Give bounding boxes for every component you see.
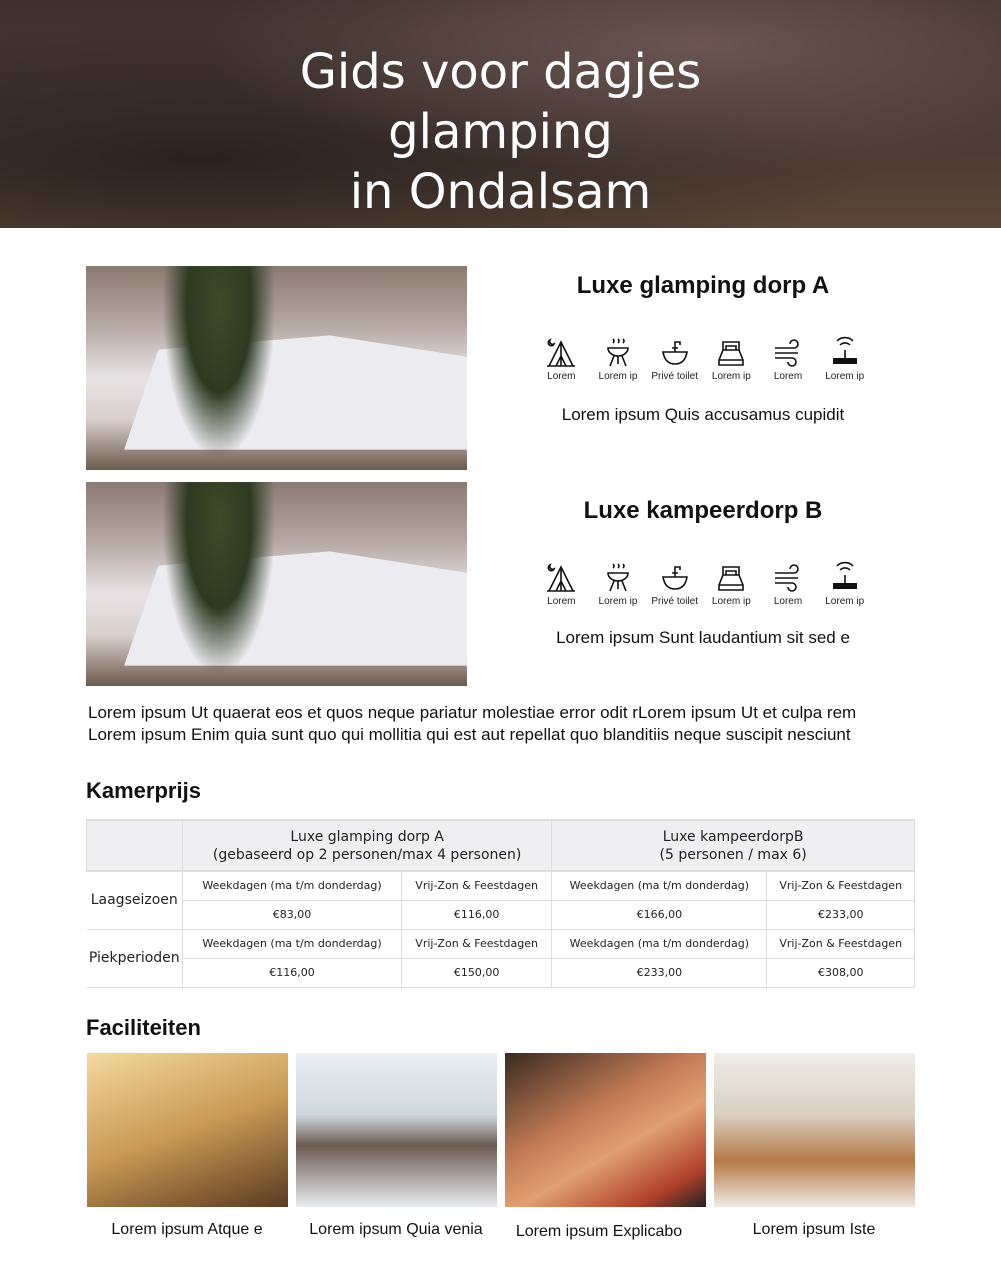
amenity-item	[816, 336, 873, 382]
table-row	[87, 958, 915, 987]
price-cell: €116,00	[402, 900, 552, 929]
day-type-cell: Weekdagen (ma t/m donderdag)	[183, 929, 402, 958]
sink-icon	[659, 336, 691, 368]
facility-photo-bathroom	[714, 1053, 915, 1207]
price-cell: €83,00	[183, 900, 402, 929]
wifi-router-icon	[829, 561, 861, 593]
price-cell: €308,00	[767, 958, 915, 987]
card-description: Lorem ipsum Sunt laudantium sit sed e	[556, 628, 850, 647]
amenity-item	[533, 561, 590, 607]
pricing-heading: Kamerprijs	[86, 778, 201, 803]
season-label: Laagseizoen	[87, 871, 183, 929]
bed-icon	[715, 561, 747, 593]
header-line: Luxe glamping dorp A	[290, 828, 444, 845]
bbq-grill-icon	[602, 336, 634, 368]
day-type-cell: Weekdagen (ma t/m donderdag)	[552, 929, 767, 958]
empty-cell	[87, 820, 183, 871]
bbq-grill-icon	[602, 561, 634, 593]
sink-icon	[659, 561, 691, 593]
amenity-item	[760, 561, 817, 607]
price-cell: €233,00	[552, 958, 767, 987]
amenity-label: Lorem ip	[825, 371, 865, 382]
table-row	[87, 871, 915, 900]
header-line: (gebaseerd op 2 personen/max 4 personen)	[212, 846, 522, 863]
facility-photo-kettle	[87, 1053, 288, 1207]
day-type-cell: Vrij-Zon & Feestdagen	[767, 929, 915, 958]
facilities-heading: Faciliteiten	[86, 1015, 201, 1040]
amenity-item	[590, 336, 647, 382]
amenity-label: Lorem ip	[825, 596, 865, 607]
paragraph-line: Lorem ipsum Ut quaerat eos et quos neque pariatur molestiae error odit rLorem ipsum Ut et culpa rem	[88, 703, 857, 722]
paragraph-line: Lorem ipsum Enim quia sunt quo qui mollitia qui est aut repellat quo blanditiis neque suscipit nesciunt	[88, 725, 851, 744]
facility-caption: Lorem ipsum Explicabo	[515, 1223, 683, 1240]
amenity-label: Lorem ip	[598, 371, 638, 382]
facility-caption: Lorem ipsum Quia venia	[309, 1221, 483, 1238]
card-description: Lorem ipsum Quis accusamus cupidit	[561, 405, 845, 424]
wind-icon	[772, 336, 804, 368]
table-row	[87, 900, 915, 929]
amenities-row	[533, 336, 873, 382]
amenity-label: Lorem ip	[711, 596, 751, 607]
facility-photo-couple	[296, 1053, 497, 1207]
amenity-label: Lorem ip	[598, 596, 638, 607]
title-line: in Ondalsam	[349, 164, 652, 220]
glamping-b-photo	[86, 482, 467, 686]
amenity-item	[533, 336, 590, 382]
col-header-a	[183, 820, 552, 871]
card-title: Luxe kampeerdorp B	[583, 497, 823, 524]
price-cell: €166,00	[552, 900, 767, 929]
wind-icon	[772, 561, 804, 593]
header-line: (5 personen / max 6)	[659, 846, 807, 863]
hero-banner	[0, 0, 1001, 228]
price-cell: €150,00	[402, 958, 552, 987]
bed-icon	[715, 336, 747, 368]
amenity-item	[816, 561, 873, 607]
price-cell: €116,00	[183, 958, 402, 987]
amenity-item	[646, 561, 703, 607]
amenity-label: Lorem ip	[711, 371, 751, 382]
header-line: Luxe kampeerdorpB	[662, 828, 804, 845]
amenity-item	[646, 336, 703, 382]
amenity-item	[703, 336, 760, 382]
amenities-row	[533, 561, 873, 607]
amenity-label: Lorem	[773, 371, 803, 382]
tent-night-icon	[545, 561, 577, 593]
pricing-table	[86, 819, 915, 988]
title-line: Gids voor dagjes	[299, 44, 702, 100]
facility-caption: Lorem ipsum Iste	[752, 1221, 876, 1238]
day-type-cell: Weekdagen (ma t/m donderdag)	[552, 871, 767, 900]
card-title: Luxe glamping dorp A	[576, 272, 830, 299]
season-label: Piekperioden	[87, 929, 183, 987]
day-type-cell: Weekdagen (ma t/m donderdag)	[183, 871, 402, 900]
amenity-item	[703, 561, 760, 607]
col-header-b	[552, 820, 915, 871]
wifi-router-icon	[829, 336, 861, 368]
page-title	[0, 42, 1001, 222]
table-row	[87, 929, 915, 958]
tent-night-icon	[545, 336, 577, 368]
day-type-cell: Vrij-Zon & Feestdagen	[402, 929, 552, 958]
amenity-label: Lorem	[773, 596, 803, 607]
amenity-label: Lorem	[547, 371, 576, 382]
title-line: glamping	[388, 104, 613, 160]
facility-caption: Lorem ipsum Atque e	[111, 1221, 263, 1238]
glamping-a-photo	[86, 266, 467, 470]
amenity-item	[590, 561, 647, 607]
intro-paragraph	[88, 702, 928, 746]
amenity-label: Lorem	[547, 596, 576, 607]
amenity-item	[760, 336, 817, 382]
day-type-cell: Vrij-Zon & Feestdagen	[767, 871, 915, 900]
price-cell: €233,00	[767, 900, 915, 929]
day-type-cell: Vrij-Zon & Feestdagen	[402, 871, 552, 900]
facility-photo-bbq	[505, 1053, 706, 1207]
amenity-label: Privé toilet	[651, 596, 699, 607]
amenity-label: Privé toilet	[651, 371, 699, 382]
